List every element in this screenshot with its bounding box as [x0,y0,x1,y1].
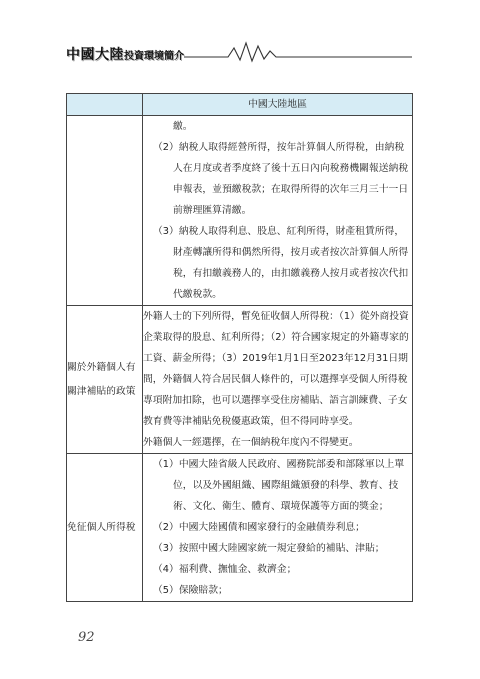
running-header-title [66,44,184,64]
table-column-header: 中國大陸地區 [143,94,413,116]
list-item: （2）納稅人取得經營所得，按年計算個人所得稅，由納稅人在月度或者季度終了後十五日內向稅務機關報送納稅申報表，並預繳稅款；在取得所得的次年三月三十一日前辦理匯算清繳。 [153,142,409,216]
table-row [67,454,413,602]
list-item: （1）中國大陸省級人民政府、國務院部委和部隊軍以上單位，以及外國組織、國際組織頒發的科學、教育、技術、文化、衛生、體育、環境保護等方面的獎金； [153,459,405,512]
list-item: （5）保險賠款； [153,585,228,596]
row-content [143,306,413,454]
running-header [66,38,412,66]
list-item: （4）福利費、撫恤金、救濟金； [153,564,297,575]
table-header-blank-cell [67,94,143,116]
header-title-main: 中國大陸 [66,47,124,63]
heartbeat-wave-icon [184,38,412,64]
table-header-row [67,94,413,116]
list-item: （3）納稅人取得利息、股息、紅利所得，財產租賃所得，財產轉讓所得和偶然所得，按月或者按次計算個人所得稅，有扣繳義務人的，由扣繳義務人按月或者按次代扣代繳稅款。 [153,226,409,300]
header-title-sub: 投資環境簡介 [124,51,184,62]
paragraph: 外籍個人一經選擇，在一個納稅年度內不得變更。 [143,437,359,448]
paragraph: 外籍人士的下列所得，暫免征收個人所得稅：（1）從外商投資企業取得的股息、紅利所得；（2）符合國家規定的外籍專家的工資、薪金所得；（3）2019年1月1日至2023年12月31日期間，外籍個人符合居民個人條件的，可以選擇享受個人所得稅專項附加扣除，也可以選擇享受住房補貼、語言訓練費、子女教育費等津補貼免稅優惠政策，但不得同時享受。 [143,311,409,427]
list-item: （2）中國大陸國債和國家發行的金融債券利息； [153,522,365,533]
tax-policy-table [66,93,413,602]
list-item: （3）按照中國大陸國家統一規定發給的補貼、津貼； [153,543,385,554]
row-content [143,116,413,306]
page-number: 92 [78,630,95,645]
table-row [67,306,413,454]
row-label: 關於外籍個人有關津補貼的政策 [67,306,143,454]
row-content [143,454,413,602]
row-label: 免征個人所得稅 [67,454,143,602]
row-label [67,116,143,306]
continuation-text: 繳。 [173,121,193,132]
table-row [67,116,413,306]
